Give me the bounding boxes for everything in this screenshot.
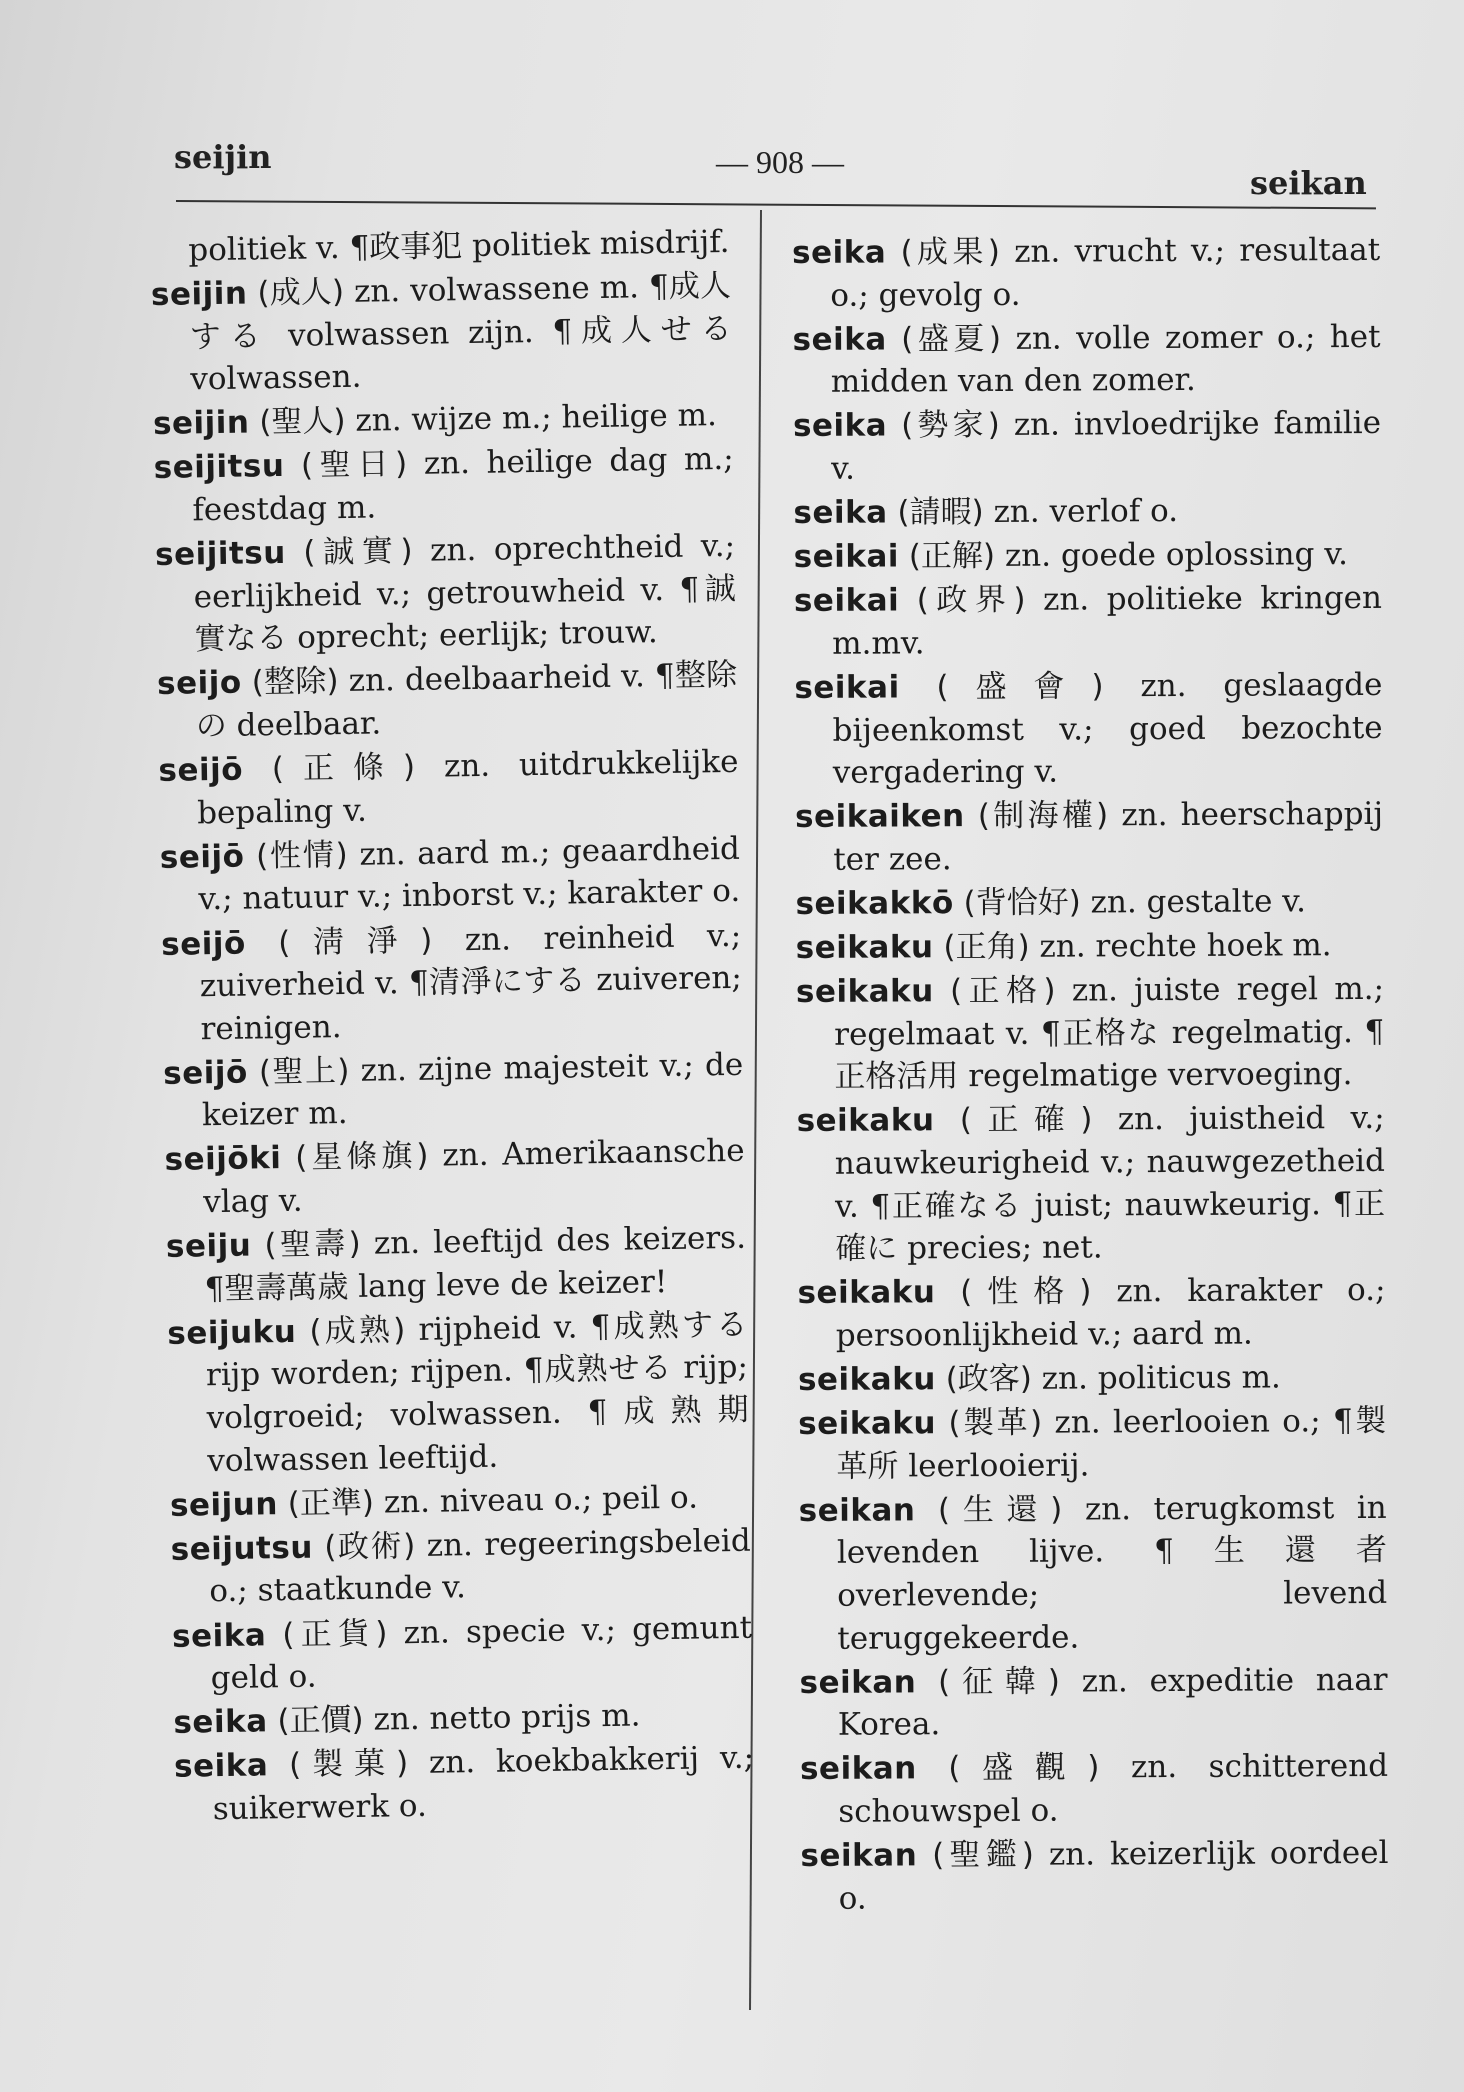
entry-kanji: (聖上) bbox=[258, 1052, 350, 1091]
dictionary-entry bbox=[158, 741, 739, 835]
entry-gloss: zn. zijne majesteit v.; de keizer m. bbox=[201, 1046, 744, 1134]
dictionary-entry bbox=[151, 265, 733, 402]
entry-headword: seijitsu bbox=[154, 535, 287, 574]
entry-headword: seijin bbox=[152, 404, 250, 443]
dictionary-entry bbox=[160, 828, 741, 922]
dictionary-entry bbox=[793, 402, 1381, 490]
entry-gloss: zn. rechte hoek m. bbox=[1039, 927, 1332, 965]
entry-kanji: (正價) bbox=[277, 1702, 364, 1740]
entry-gloss: zn. politicus m. bbox=[1041, 1359, 1281, 1397]
dictionary-entry bbox=[167, 1304, 750, 1483]
dictionary-entry bbox=[155, 525, 737, 662]
entry-kanji: (背恰好) bbox=[963, 884, 1081, 922]
entry-kanji: (淸淨) bbox=[277, 922, 433, 961]
entry-kanji: (製革) bbox=[948, 1404, 1043, 1442]
entry-gloss: zn. regeeringsbeleid o.; staatkunde v. bbox=[209, 1522, 751, 1610]
entry-kanji: (成人) bbox=[257, 274, 345, 312]
entry-kanji: (政術) bbox=[324, 1527, 416, 1566]
left-column bbox=[150, 221, 755, 1833]
dictionary-entry bbox=[792, 316, 1380, 404]
entry-gloss: zn. volwassene m. ¶成人する volwassen zijn. ¶成人せる volwassen. bbox=[189, 267, 732, 398]
dictionary-entry bbox=[796, 924, 1384, 970]
dictionary-entry bbox=[795, 880, 1383, 926]
entry-headword: seikai bbox=[793, 538, 900, 576]
dictionary-entry bbox=[796, 968, 1385, 1099]
dictionary-entry bbox=[794, 533, 1382, 579]
entry-kanji: (正確) bbox=[959, 1101, 1093, 1139]
dictionary-entry bbox=[157, 654, 738, 748]
entry-kanji: (制海權) bbox=[977, 797, 1109, 835]
entry-headword: seijō bbox=[162, 1054, 249, 1092]
entry-headword: seikaku bbox=[795, 929, 934, 966]
dictionary-entry bbox=[173, 1693, 754, 1745]
entry-kanji: (盛觀) bbox=[948, 1749, 1100, 1787]
entry-headword: seiju bbox=[165, 1227, 252, 1266]
entry-kanji: (政客) bbox=[945, 1360, 1032, 1398]
entry-kanji: (誠實) bbox=[303, 533, 413, 571]
dictionary-entry bbox=[800, 1745, 1388, 1833]
entry-kanji: (正條) bbox=[271, 749, 416, 788]
entry-headword: seikaku bbox=[798, 1405, 937, 1443]
entry-gloss: zn. goede oplossing v. bbox=[1004, 536, 1349, 575]
entry-headword: seikai bbox=[794, 669, 900, 706]
entry-kanji: (整除) bbox=[251, 663, 339, 701]
entry-headword: seijōki bbox=[164, 1140, 282, 1179]
entry-gloss: zn. keizerlijk oordeel o. bbox=[838, 1834, 1389, 1917]
entry-gloss: zn. wijze m.; heilige m. bbox=[355, 397, 718, 440]
entry-gloss: zn. aard m.; geaardheid v.; natuur v.; inborst v.; karakter o. bbox=[198, 830, 741, 918]
dictionary-entry bbox=[163, 1044, 744, 1138]
dictionary-entry bbox=[174, 1737, 755, 1831]
entry-headword: seika bbox=[173, 1747, 269, 1786]
dictionary-entry bbox=[794, 664, 1383, 795]
dictionary-entry bbox=[792, 229, 1380, 317]
dictionary-entry bbox=[793, 489, 1381, 535]
entry-headword: seijo bbox=[156, 665, 242, 703]
entry-headword: seijun bbox=[169, 1485, 279, 1524]
left-guideword: seijin bbox=[174, 138, 272, 176]
entry-headword: seika bbox=[792, 234, 887, 271]
entry-kanji: (政界) bbox=[916, 582, 1026, 619]
entry-gloss: zn. leerlooien o.; ¶製革所 leerlooierij. bbox=[836, 1402, 1387, 1485]
entry-headword: seijitsu bbox=[153, 448, 285, 487]
entry-gloss: zn. juistheid v.; nauwkeurigheid v.; nauwgezetheid v. ¶正確なる juist; nauwkeurig. ¶正確に precies; net. bbox=[834, 1100, 1386, 1267]
entry-gloss: zn. heerschappij ter zee. bbox=[833, 796, 1384, 878]
entry-gloss: zn. netto prijs m. bbox=[373, 1697, 641, 1738]
entry-gloss: zn. heilige dag m.; feestdag m. bbox=[192, 441, 734, 529]
dictionary-entry bbox=[153, 438, 734, 532]
dictionary-entry bbox=[799, 1487, 1388, 1660]
dictionary-entry bbox=[170, 1475, 751, 1527]
entry-gloss: zn. uitdrukkelijke bepaling v. bbox=[196, 743, 739, 832]
dictionary-entry bbox=[799, 1658, 1387, 1746]
entry-kanji: (星條旗) bbox=[294, 1138, 429, 1177]
entry-kanji: (聖日) bbox=[300, 446, 408, 485]
entry-headword: seikaku bbox=[795, 973, 934, 1011]
right-guideword: seikan bbox=[1250, 164, 1367, 202]
entry-headword: seikakkō bbox=[795, 885, 954, 922]
entry-kanji: (請暇) bbox=[897, 494, 984, 531]
entry-kanji: (成熟) bbox=[309, 1311, 406, 1350]
right-column bbox=[792, 229, 1389, 1922]
entry-gloss: zn. expeditie naar Korea. bbox=[837, 1661, 1388, 1743]
entry-kanji: (生還) bbox=[937, 1491, 1063, 1528]
entry-gloss: zn. niveau o.; peil o. bbox=[383, 1479, 699, 1521]
entry-headword: seijō bbox=[158, 751, 244, 790]
dictionary-entry bbox=[797, 1269, 1385, 1357]
entry-kanji: (征韓) bbox=[937, 1663, 1061, 1700]
entry-kanji: (正準) bbox=[287, 1484, 375, 1522]
entry-gloss: zn. reinheid v.; zuiverheid v. ¶清淨にする zuiveren; reinigen. bbox=[199, 917, 743, 1047]
entry-kanji: (盛夏) bbox=[901, 320, 1002, 358]
dictionary-entry bbox=[170, 1520, 751, 1614]
entry-headword: seikaku bbox=[796, 1102, 935, 1140]
header-rule bbox=[176, 200, 1376, 209]
dictionary-entry bbox=[150, 221, 731, 273]
dictionary-entry bbox=[795, 793, 1383, 881]
entry-kanji: (聖鑑) bbox=[932, 1836, 1035, 1874]
dictionary-entry bbox=[794, 577, 1382, 665]
entry-gloss: zn. deelbaarheid v. ¶整除の deelbaar. bbox=[195, 657, 738, 745]
entry-gloss: zn. gestalte v. bbox=[1090, 883, 1307, 921]
entry-gloss: zn. juiste regel m.; regelmaat v. ¶正格な regelmatig. ¶正格活用 regelmatige vervoeging. bbox=[834, 971, 1385, 1096]
entry-headword: seikaku bbox=[797, 1274, 936, 1312]
dictionary-entry bbox=[166, 1217, 747, 1311]
entry-gloss: rijpheid v. ¶成熟する rijp worden; rijpen. ¶成熟せる rijp; volgroeid; volwassen. ¶成熟期 volwassen leeftijd. bbox=[205, 1306, 749, 1479]
entry-kanji: (聖人) bbox=[259, 403, 346, 441]
entry-gloss: zn. koekbakkerij v.; suikerwerk o. bbox=[212, 1739, 755, 1828]
entry-gloss: zn. geslaagde bijeenkomst v.; goed bezochte vergadering v. bbox=[832, 666, 1383, 791]
entry-headword: seikan bbox=[799, 1663, 917, 1701]
entry-headword: seijin bbox=[150, 275, 248, 314]
dictionary-entry bbox=[800, 1832, 1388, 1920]
entry-headword: seijō bbox=[159, 838, 245, 876]
entry-headword: seikai bbox=[793, 582, 900, 620]
dictionary-entry bbox=[164, 1130, 745, 1224]
entry-gloss: zn. terugkomst in levenden lijve. ¶生還者 overlevende; levend teruggekeerde. bbox=[836, 1489, 1388, 1657]
dictionary-entry bbox=[153, 394, 734, 446]
entry-headword: seijō bbox=[160, 925, 247, 963]
entry-headword: seika bbox=[793, 494, 888, 532]
entry-gloss: politiek v. ¶政事犯 politiek misdrijf. bbox=[188, 223, 730, 269]
entry-kanji: (勢家) bbox=[901, 407, 1000, 444]
entry-kanji: (聖壽) bbox=[264, 1225, 361, 1264]
dictionary-entry bbox=[172, 1606, 753, 1700]
entry-headword: seijutsu bbox=[170, 1529, 314, 1568]
entry-headword: seika bbox=[171, 1616, 267, 1655]
dictionary-entry bbox=[797, 1097, 1386, 1270]
entry-headword: seijuku bbox=[167, 1313, 297, 1352]
entry-kanji: (正解) bbox=[908, 538, 996, 575]
entry-gloss: zn. leeftijd des keizers. ¶聖壽萬歳 lang leve de keizer! bbox=[204, 1219, 747, 1308]
entry-headword: seikan bbox=[800, 1837, 918, 1874]
dictionary-entry bbox=[798, 1356, 1386, 1402]
entry-gloss: zn. politieke kringen m.mv. bbox=[832, 580, 1383, 662]
entry-kanji: (製菓) bbox=[288, 1745, 409, 1784]
entry-kanji: (正貨) bbox=[282, 1614, 388, 1653]
entry-kanji: (盛會) bbox=[936, 668, 1104, 706]
entry-gloss: zn. specie v.; gemunt geld o. bbox=[210, 1609, 753, 1697]
entry-gloss: zn. invloedrijke familie v. bbox=[831, 405, 1382, 487]
entry-kanji: (成果) bbox=[900, 233, 1000, 271]
entry-kanji: (正格) bbox=[949, 972, 1056, 1010]
entry-kanji: (性格) bbox=[960, 1273, 1092, 1311]
entry-headword: seikaiken bbox=[794, 798, 965, 836]
page-number: — 908 — bbox=[716, 144, 844, 180]
entry-gloss: zn. volle zomer o.; het midden van den zomer. bbox=[830, 318, 1381, 401]
entry-gloss: zn. karakter o.; persoonlijkheid v.; aard m. bbox=[835, 1272, 1386, 1354]
entry-gloss: zn. oprechtheid v.; eerlijkheid v.; getrouwheid v. ¶誠實なる oprecht; eerlijk; trouw. bbox=[193, 528, 736, 658]
dictionary-entry bbox=[798, 1400, 1386, 1488]
entry-gloss: zn. vrucht v.; resultaat o.; gevolg o. bbox=[830, 231, 1381, 314]
entry-headword: seikan bbox=[799, 1750, 917, 1788]
entry-headword: seikan bbox=[798, 1492, 916, 1529]
entry-headword: seika bbox=[792, 407, 888, 445]
entry-gloss: zn. Amerikaansche vlag v. bbox=[202, 1133, 745, 1221]
entry-headword: seika bbox=[792, 321, 887, 358]
entry-headword: seikaku bbox=[797, 1361, 936, 1398]
entry-headword: seika bbox=[173, 1703, 268, 1742]
entry-kanji: (性情) bbox=[255, 836, 349, 875]
entry-kanji: (正角) bbox=[943, 928, 1030, 966]
dictionary-entry bbox=[161, 914, 743, 1051]
entry-gloss: zn. verlof o. bbox=[993, 493, 1179, 531]
entry-gloss: zn. schitterend schouwspel o. bbox=[838, 1748, 1389, 1830]
